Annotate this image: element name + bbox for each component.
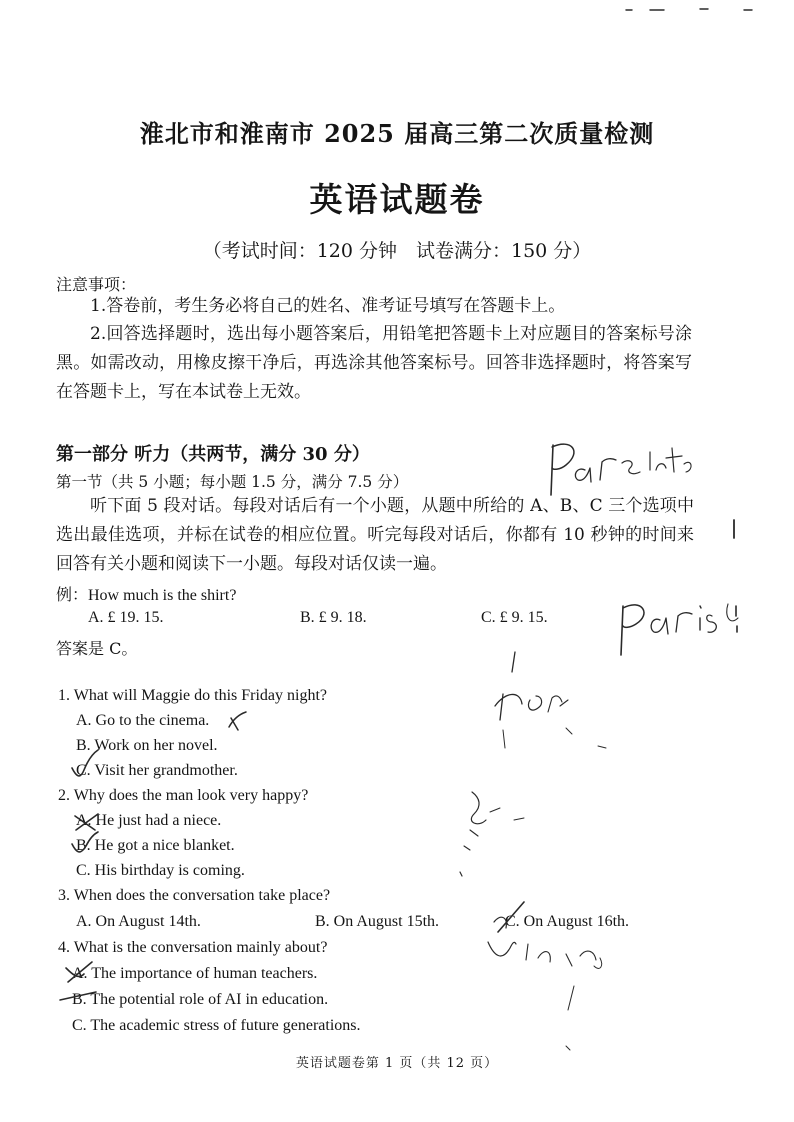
section1-heading: 第一节（共 5 小题；每小题 1.5 分，满分 7.5 分） (56, 473, 409, 491)
pencil-marks (460, 652, 606, 1050)
notes-heading: 注意事项： (56, 275, 137, 294)
question-1-stem: 1. What will Maggie do this Friday night? (58, 687, 328, 704)
example-question: 例：How much is the shirt? (56, 587, 237, 604)
listening-instructions: 听下面 5 段对话。每段对话后有一个小题，从题中所给的 A、B、C 三个选项中选出最佳选项，并标在试卷的相应位置。听完每段对话后，你都有 10 秒钟的时间来回答有关小题和阅读下一小题。每段对话仅读一遍。 (56, 496, 694, 574)
part1-heading: 第一部分 听力（共两节，满分 30 分） (56, 444, 370, 465)
question-2-stem: 2. Why does the man look very happy? (58, 787, 309, 804)
handwritten-note-parise (621, 604, 738, 655)
question-2-option-c: C. His birthday is coming. (76, 862, 245, 879)
example-answer: 答案是 C。 (56, 639, 138, 658)
page-footer: 英语试题卷第 1 页（共 12 页） (295, 1056, 499, 1071)
example-option-a: A. £ 19. 15. (88, 609, 164, 626)
question-3-option-b: B. On August 15th. (315, 913, 440, 930)
exam-info: （考试时间：120 分钟 试卷满分：150 分） (202, 240, 592, 262)
question-4-stem: 4. What is the conversation mainly about? (58, 939, 328, 956)
note-item-2: 2.回答选择题时，选出每小题答案后，用铅笔把答题卡上对应题目的答案标号涂黑。如需改动，用橡皮擦干净后，再选涂其他答案标号。回答非选择题时，将答案写在答题卡上，写在本试卷上无效。 (56, 324, 692, 402)
question-3-option-c: C. On August 16th. (505, 913, 630, 930)
question-2-option-a: A. He just had a niece. (76, 812, 222, 829)
question-1-option-c: C. Visit her grandmother. (76, 762, 238, 779)
example-option-b: B. £ 9. 18. (300, 609, 367, 626)
note-item-1: 1.答卷前，考生务必将自己的姓名、准考证号填写在答题卡上。 (90, 296, 566, 316)
example-option-c: C. £ 9. 15. (481, 609, 548, 626)
question-1-option-b: B. Work on her novel. (76, 737, 218, 754)
paper-title: 英语试题卷 (309, 180, 485, 219)
question-4-option-c: C. The academic stress of future generations. (72, 1017, 361, 1034)
question-2-option-b: B. He got a nice blanket. (76, 837, 235, 854)
handwritten-note-parents (551, 444, 691, 495)
question-4-option-b: B. The potential role of AI in education. (72, 991, 329, 1008)
question-1-option-a: A. Go to the cinema. (76, 712, 210, 729)
question-3-stem: 3. When does the conversation take place? (58, 887, 331, 904)
question-4-option-a: A. The importance of human teachers. (72, 965, 318, 982)
question-3-option-a: A. On August 14th. (76, 913, 201, 930)
exam-title: 淮北市和淮南市 2025 届高三第二次质量检测 (139, 119, 655, 148)
